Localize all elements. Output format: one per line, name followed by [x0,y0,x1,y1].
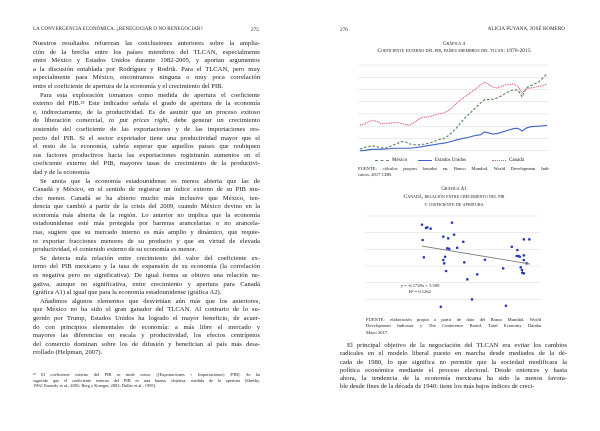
text-line: pecto del PIB. Si el sector exportador tiene una productividad mayor que el [33,134,260,142]
scatter-point [528,238,531,241]
body-text [340,342,567,392]
italic-phrase: to put prices right [109,117,168,125]
text-line: El principal objetivo de la negociación del TLCAN era evitar los cambios [347,342,567,349]
text-line: a la discusión entablada por Rodríguez y Rodrik. Para el TLCAN, pero muy [33,65,260,73]
text-line: entre México y Estados Unidos durante 1982-2005, y aportan argumentos [33,57,260,65]
scatter-point [443,262,446,265]
scatter-point [466,278,469,281]
source-line: Development Indicator y The Conference Board, Total Economy Databa [366,323,541,329]
text-line: Nuestros resultados refuerzan las conclusiones anteriores sobre la amplia- [33,40,260,47]
text-line: terno del PIB mexicano y la tasa de expansión de su economía (la correlación [33,263,260,271]
scatter-point [463,261,466,264]
text-line: economía más abierta de la región. Lo anterior no implica que la economía [33,211,260,219]
scatter-point [442,259,445,262]
text-line: Canadá y México, en el sentido de registrar un índice externo de su PIB mu- [33,186,260,194]
figure-a1-title-line-2: y coeficiente de apertura [424,202,484,208]
text-line: Se anota que la economía estadounidense es menos abierta que las de [40,177,260,185]
figure-a1-source [366,317,541,336]
text-line: del comercio dominan sobre los de difusión y benefician al país más desa- [33,340,260,348]
source-line: FUENTE: elaboración propia a partir de dato del Banco Mundial, World [366,317,541,322]
text-line: re exportar fracciones menores de su producto y que en virtud de elevada [33,237,260,245]
text-line: es negativa pero no significativa). De igual forma se obtuvo una relación ne- [33,272,260,280]
footnote-line: 1992; Easterly et al., 2001; Berg y Krueger, 2003; Dollar et al., 1995). [33,383,157,388]
running-head: ALICIA PUYANA, JOSÉ ROMERO [487,27,565,32]
text-line: externo del PIB.²³ Este indicador señala el grado de apertura de la economía [33,100,260,108]
scatter-point [451,221,454,224]
scatter-point [448,247,451,250]
scatter-point [444,255,447,258]
text-line: rias, sugiere que su mercado interno es más amplio y dinámico, que requie- [33,229,260,237]
scatter-point [462,240,465,243]
text-line: coeficiente externo del PIB, mayores tasas de crecimiento de la productivi- [33,160,260,168]
scatter-point [453,233,456,236]
scatter-point [517,255,520,258]
figure-4-label: Gráfica 4 [442,42,466,47]
text-line: dencia que cambió a partir de la crisis del 2009, cuando México devino en la [33,203,260,211]
text-line: ble desde fines de la década de 1940: tiene los más bajos índices de creci- [340,383,535,391]
text-line: estadounidense esté más protegida por barreras arancelarias o no arancela- [33,220,260,228]
text-line: política económica mediante el proceso electoral. Desde entonces y hasta [340,366,567,374]
footnote-line: ²³ El coeficiente externo del PIB se mide como: [(Exportaciones + Importaciones) /PIB]. Se ha [33,372,260,377]
scatter-point [484,258,487,261]
text-line: gativa, aunque no significativa, entre crecimiento y apertura para Canadá [33,280,260,288]
scatter-point [502,267,505,270]
source-line: cators, 2017 CDR. [358,172,393,178]
text-line: do con principios elementales de economía: a más libre el mercado y [33,323,260,331]
scatter-point [523,259,526,262]
text-line: mayores las diferencias en escala y productividad, los efectos centrípetos [33,332,260,340]
text-line: productividad, el contenido externo de su economía es menor. [33,246,197,254]
text-line: e, indirectamente, de la productividad. Es de asumir que un proceso exitoso [33,108,260,116]
figure-a1-label: Gráfica A1 [441,187,467,192]
scatter-point [421,223,424,226]
figure-a1-title-line-1: Canadá, relación entre crecimiento del pib [403,194,505,200]
text-line: sostenido del coeficiente de las exportaciones y de las importaciones res- [33,125,260,133]
source-line: FUENTE: cálculos propios basados en, Banco Mundial, World Development Indi- [358,166,550,171]
trendline-equation: y = -6.1729x + 5.509 [400,283,440,288]
text-line: radicales en el modelo liberal puesto en marcha desde mediados de la dé- [340,350,567,358]
running-head: LA CONVERGENCIA ECONÓMICA. ¿RENEGOCIAR O NO RENEGOCIAR? [33,27,203,32]
scatter-point [447,237,450,240]
trendline [422,246,530,264]
legend-label: México [392,158,408,163]
scatter-point [516,249,519,252]
text-line: el resto de la economía, cabría esperar que aquellos países que reubiquen [33,143,260,151]
text-line: dad y de la economía. [33,168,91,176]
page-number: 275 [251,27,259,33]
text-line: rrollado (Helpman, 2007). [33,349,103,357]
footnote-line: sugerido que el coeficiente externo del PIB es una buena, objetiva, medida de la apertura (Sheehy, [33,377,260,383]
text-line: que México no ha sido el gran ganador del TLCAN. Al contrario de lo su- [33,306,260,314]
text-line: Se detecta nula relación entre crecimiento del valor del coeficiente ex- [40,254,260,262]
figure-4-title: Coeficiente externo del pib, países miembros del tlcan: 1970-2015 [377,48,531,54]
scatter-point [523,238,526,241]
scatter-point [456,246,459,249]
scatter-point [421,239,424,242]
text-line: entre el coeficiente de apertura de la economía y el crecimiento del PIB. [33,82,224,90]
page-number: 276 [340,27,348,33]
legend-label: Estados Unidos [435,158,467,163]
text-line: cada de 1980, lo que significa no permitir que la sociedad modificara la [340,358,567,366]
scatter-point [423,256,426,259]
text-line: (gráfica A1) al igual que para la economía estadounidense (gráfica A2). [33,289,222,297]
scatter-point [523,254,526,257]
scatter-point [505,304,508,307]
scatter-point [521,269,524,272]
text-line: Para esta exploración tomamos como medida de apertura el coeficiente [40,91,260,99]
text-line: especialmente para México, encontramos ninguna o muy poca correlación [33,74,260,82]
scatter-point [471,298,474,301]
scatter-point [440,305,443,308]
legend-label: Canadá [509,158,524,163]
scatter-point [519,266,522,269]
scatter-point [523,272,526,275]
text-line: sus factores productivos hacia las exportaciones registrarán aumentos en el [33,151,260,159]
text-line: gerido por Trump, Estados Unidos ha logrado el mayor beneficio, de acuer- [33,315,260,322]
text-line: Añadimos algunos elementos que desvirtúan aún más que los anteriores, [40,297,260,305]
scatter-point [476,273,479,276]
scatter-point [429,227,432,230]
scatter-point [510,245,513,248]
text-line: de liberación comercial, to put prices right, debe generar un crecimiento [33,117,260,125]
text-line: ahora, la tendencia de la economía mexicana ha sido la menos favora- [340,375,567,383]
scatter-point [445,270,448,273]
source-line: Mayo 2017. [366,329,389,335]
scatter-point [426,226,429,229]
r-squared: R² = 0.1262 [409,289,431,294]
text-line: cho menor. Canadá se ha abierto mucho más inclusive que México, ten- [33,194,260,202]
scatter-point [442,235,445,238]
text-line: ción de la brecha entre los países miembros del TLCAN, especialmente [33,48,260,56]
